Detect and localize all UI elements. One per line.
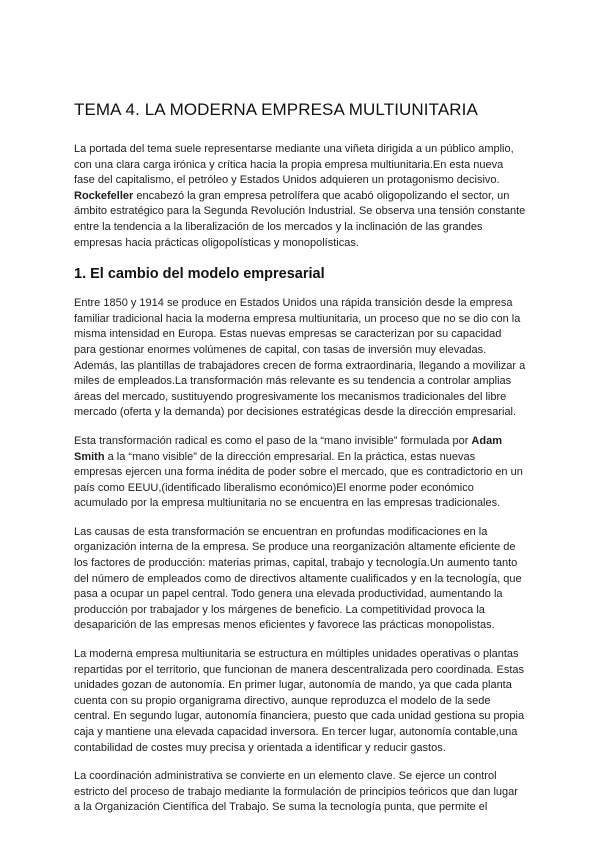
paragraph-2-text-2: a la “mano visible” de la dirección empresarial. En la práctica, estas nuevas empresas ejercen una forma inédita de poder sobre el mercado, que es contradictorio en un país como EEUU,(identificado liberalismo económico)El enorme poder económico acumulado por la empresa multiunitaria no se encuentra en las empresas tradicionales. xyxy=(74,450,523,510)
paragraph-2-bold-adam-smith: Adam Smith xyxy=(74,434,502,463)
intro-bold-rockefeller: Rockefeller xyxy=(74,189,134,202)
section-heading: 1. El cambio del modelo empresarial xyxy=(74,266,325,283)
section-paragraph-1: Entre 1850 y 1914 se produce en Estados Unidos una rápida transición desde la empresa familiar tradicional hacia la moderna empresa multiunitaria, un proceso que no se dio con la misma intensidad en Europa. Estas nuevas empresas se caracterizan por su capacidad para gestionar enormes volúmenes de capital, con tasas de inversión muy elevadas. Además, las plantillas de trabajadores crecen de forma extraordinaria, llegando a movilizar a miles de empleados.La transformación más relevante es su tendencia a controlar amplias áreas del mercado, sustituyendo progresivamente los mecanismos tradicionales del libre mercado (oferta y la demanda) por decisiones estratégicas desde la dirección empresarial. xyxy=(74,297,526,419)
section-paragraph-2 xyxy=(74,434,526,512)
intro-text-1: La portada del tema suele representarse mediante una viñeta dirigida a un público amplio, con una clara carga irónica y crítica hacia la propia empresa multiunitaria.En esta nueva fase del capitalismo, el petróleo y Estados Unidos adquieren un protagonismo decisivo. xyxy=(74,143,514,187)
section-paragraph-4: La moderna empresa multiunitaria se estructura en múltiples unidades operativas o plantas repartidas por el territorio, que funcionan de manera descentralizada pero coordinada. Estas unidades gozan de autonomía. En primer lugar, autonomía de mando, ya que cada planta cuenta con su propio organigrama directivo, aunque reproduzca el modelo de la sede central. En segundo lugar, autonomía financiera, puesto que cada unidad gestiona su propia caja y mantiene una elevada capacidad inversora. En tercer lugar, autonomía contable,una contabilidad de costes muy precisa y orientada a identificar y reducir gastos. xyxy=(74,648,525,754)
document-title: TEMA 4. LA MODERNA EMPRESA MULTIUNITARIA xyxy=(74,100,478,119)
document-body xyxy=(74,100,526,829)
intro-text-2: encabezó la gran empresa petrolífera que acabó oligopolizando el sector, un ámbito estratégico para la Segunda Revolución Industrial. Se observa una tensión constante entre la tendencia a la liberalización de los mercados y la inclinación de las grandes empresas hacia prácticas oligopolísticas y monopolísticas. xyxy=(74,189,526,249)
paragraph-2-text-1: Esta transformación radical es como el paso de la “mano invisible” formulada por xyxy=(74,434,472,447)
section-paragraph-3: Las causas de esta transformación se encuentran en profundas modificaciones en la organización interna de la empresa. Se produce una reorganización altamente eficiente de los factores de producción: materias primas, capital, trabajo y tecnología.Un aumento tanto del número de empleados como de directivos altamente cualificados y en la tecnología, que pasa a ocupar un papel central. Todo genera una elevada productividad, aumentando la producción por trabajador y los márgenes de beneficio. La competitividad provoca la desaparición de las empresas menos eficientes y favorece las prácticas monopolistas. xyxy=(74,525,522,632)
section-paragraph-5: La coordinación administrativa se convierte en un elemento clave. Se ejerce un control estricto del proceso de trabajo mediante la formulación de principios teóricos que dan lugar a la Organización Científica del Trabajo. Se suma la tecnología punta, que permite el xyxy=(74,770,518,814)
intro-paragraph xyxy=(74,142,526,251)
